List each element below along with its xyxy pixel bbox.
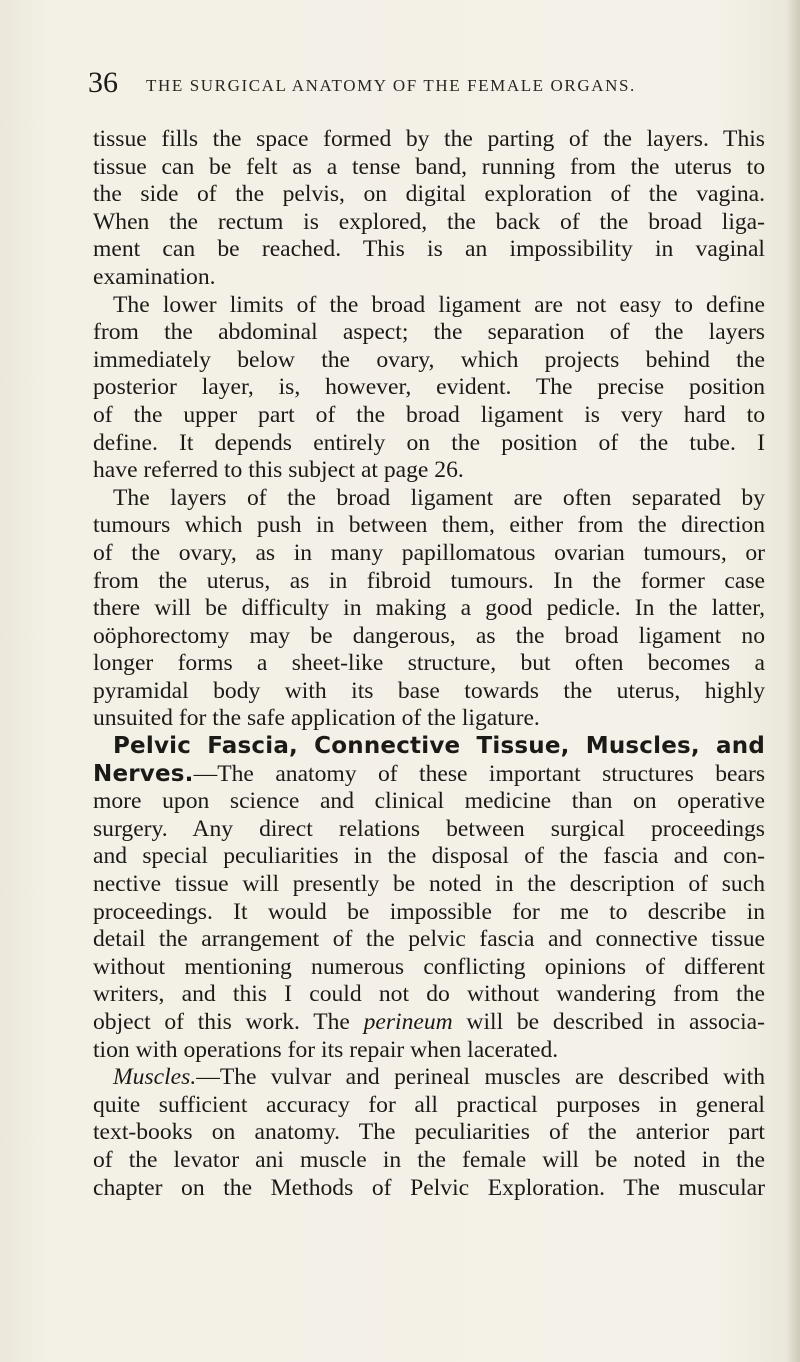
- text-run: object of this work. The: [93, 1009, 364, 1035]
- text-line: [93, 788, 765, 816]
- text-line: [93, 733, 765, 761]
- text-line: [93, 705, 765, 733]
- text-run: of the ovary, as in many papillomatous ovarian tumours, or: [93, 539, 765, 566]
- text-run: When the rectum is explored, the back of the broad liga-: [93, 208, 765, 235]
- text-line: [93, 236, 765, 264]
- text-run: pyramidal body with its base towards the uterus, highly: [93, 677, 765, 704]
- page-header: [88, 66, 788, 106]
- text-run: —The anatomy of these important structures bears: [193, 760, 765, 787]
- text-line: [93, 1092, 765, 1120]
- text-line: [93, 568, 765, 596]
- text-run: oöphorectomy may be dangerous, as the broad ligament no: [93, 622, 765, 649]
- text-line: [93, 899, 765, 927]
- text-run: surgery. Any direct relations between surgical proceedings: [93, 815, 765, 842]
- text-line: [93, 1009, 765, 1037]
- text-run: of the upper part of the broad ligament is very hard to: [93, 401, 765, 428]
- text-line: [93, 1064, 765, 1092]
- text-line: [93, 181, 765, 209]
- text-line: [93, 264, 765, 292]
- text-line: [93, 347, 765, 375]
- text-line: [93, 485, 765, 513]
- text-run: detail the arrangement of the pelvic fascia and connective tissue: [93, 926, 765, 953]
- text-run: from the uterus, as in fibroid tumours. In the former case: [93, 567, 765, 594]
- text-run: nective tissue will presently be noted in the description of such: [93, 871, 765, 898]
- page-number: 36: [88, 66, 118, 99]
- running-head: THE SURGICAL ANATOMY OF THE FEMALE ORGANS.: [146, 76, 636, 95]
- text-line: [93, 1175, 765, 1203]
- text-run: unsuited for the safe application of the ligature.: [93, 705, 540, 732]
- text-run: define. It depends entirely on the position of the tube. I: [93, 429, 765, 456]
- text-run: and special peculiarities in the disposal of the fascia and con-: [93, 843, 765, 870]
- text-run: examination.: [93, 263, 216, 290]
- text-line: [93, 209, 765, 237]
- text-run: more upon science and clinical medicine than on operative: [93, 788, 765, 815]
- text-line: [93, 843, 765, 871]
- text-run: tion with operations for its repair when lacerated.: [93, 1036, 559, 1063]
- text-line: [93, 1037, 765, 1065]
- text-run: quite sufficient accuracy for all practical purposes in general: [93, 1091, 765, 1118]
- text-run: writers, and this I could not do without wandering from the: [93, 981, 765, 1008]
- text-line: [93, 126, 765, 154]
- text-line: [93, 430, 765, 458]
- text-run: of the levator ani muscle in the female will be noted in the: [93, 1146, 765, 1173]
- text-run: immediately below the ovary, which projects behind the: [93, 346, 765, 373]
- text-line: [93, 1119, 765, 1147]
- text-line: [93, 292, 765, 320]
- text-run: text-books on anatomy. The peculiarities of the anterior part: [93, 1119, 765, 1146]
- text-line: [93, 512, 765, 540]
- text-line: [93, 926, 765, 954]
- text-line: [93, 154, 765, 182]
- text-line: [93, 595, 765, 623]
- text-run: The lower limits of the broad ligament are not easy to define: [113, 291, 765, 318]
- text-line: [93, 678, 765, 706]
- text-run: tumours which push in between them, either from the direction: [93, 512, 765, 539]
- text-run: posterior layer, is, however, evident. The precise position: [93, 374, 765, 401]
- text-run: from the abdominal aspect; the separation of the layers: [93, 319, 765, 346]
- text-line: [93, 761, 765, 789]
- text-run: will be described in associa-: [452, 1009, 765, 1035]
- text-line: [93, 1147, 765, 1175]
- text-run: there will be difficulty in making a good pedicle. In the latter,: [93, 595, 765, 622]
- text-line: [93, 402, 765, 430]
- italic-run: perineum: [363, 1009, 453, 1035]
- section-heading: Pelvic Fascia, Connective Tissue, Muscles, and: [113, 733, 765, 760]
- text-line: [93, 319, 765, 347]
- text-line: [93, 623, 765, 651]
- text-line: [93, 954, 765, 982]
- text-run: tissue can be felt as a tense band, running from the uterus to: [93, 153, 765, 180]
- text-line: [93, 871, 765, 899]
- text-line: [93, 650, 765, 678]
- text-line: [93, 457, 765, 485]
- section-heading: Nerves.: [93, 760, 194, 787]
- text-run: without mentioning numerous conflicting opinions of different: [93, 953, 765, 980]
- text-run: —The vulvar and perineal muscles are described with: [196, 1064, 765, 1091]
- italic-run: Muscles.: [113, 1064, 197, 1091]
- text-run: tissue fills the space formed by the parting of the layers. This: [93, 126, 765, 152]
- text-run: the side of the pelvis, on digital exploration of the vagina.: [93, 181, 765, 208]
- text-line: [93, 374, 765, 402]
- text-run: have referred to this subject at page 26.: [93, 457, 464, 484]
- text-line: [93, 816, 765, 844]
- text-line: [93, 981, 765, 1009]
- text-run: longer forms a sheet-like structure, but often becomes a: [93, 650, 765, 677]
- text-run: proceedings. It would be impossible for me to describe in: [93, 898, 765, 925]
- text-run: The layers of the broad ligament are often separated by: [113, 484, 765, 511]
- page-edge-shadow: [786, 0, 800, 1362]
- text-run: ment can be reached. This is an impossibility in vaginal: [93, 236, 765, 263]
- text-run: chapter on the Methods of Pelvic Exploration. The muscular: [93, 1174, 765, 1201]
- body-text: [93, 126, 765, 1202]
- text-line: [93, 540, 765, 568]
